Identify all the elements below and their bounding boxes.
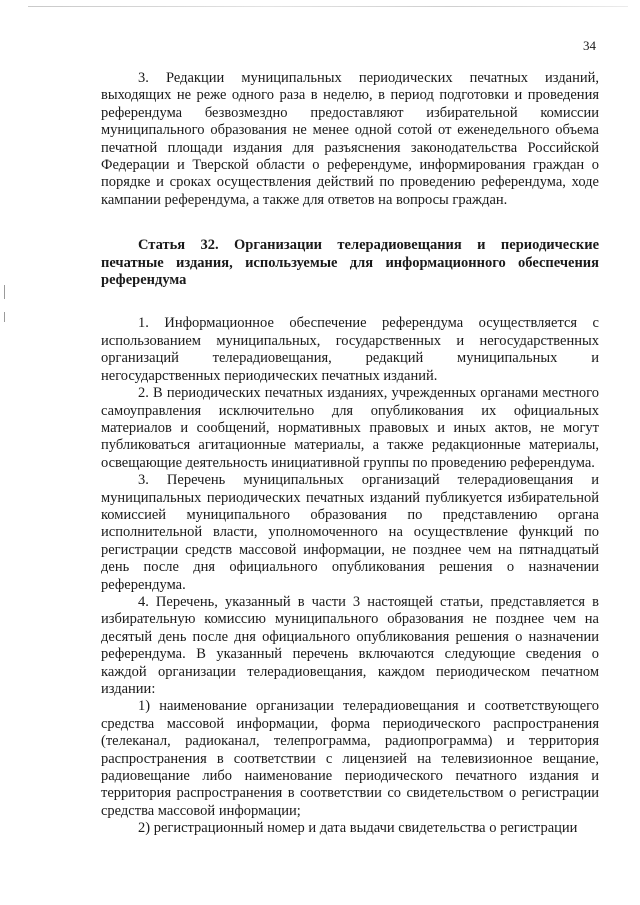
list-item-2: 2) регистрационный номер и дата выдачи свидетельства о регистрации — [138, 820, 578, 837]
paragraph-3: 3. Редакции муниципальных периодических печатных изданий, выходящих не реже одного раза в неделю, в период подготовки и проведения референдума безвозмездно предоставляют избирательной комиссии муниципального образования не менее одной сотой от еженедельного объема печатной площади издания для разъяснения законодательства Российской Федерации и Тверской области о референдуме, информирования граждан о порядке и сроках осуществления действий по проведению референдума, ходе кампании референдума, а также для ответов на вопросы граждан. — [101, 70, 599, 208]
scan-top-edge — [28, 6, 628, 7]
article-32-heading: Статья 32. Организации телерадиовещания и периодические печатные издания, используемые для информационного обеспечения референдума — [101, 237, 599, 289]
document-body — [101, 70, 599, 838]
article-32-paragraph-3: 3. Перечень муниципальных организаций телерадиовещания и муниципальных периодических печатных изданий публикуется избирательной комиссией муниципального образования по представлению органа исполнительной власти, уполномоченного на осуществление функций по регистрации средств массовой информации, не позднее чем на пятнадцатый день после дня официального опубликования решения о назначении референдума. — [101, 472, 599, 593]
article-32-paragraph-1: 1. Информационное обеспечение референдума осуществляется с использованием муниципальных, государственных и негосударственных организаций телерадиовещания, редакций муниципальных и негосударственных периодических печатных изданий. — [101, 315, 599, 384]
page-number: 34 — [583, 38, 596, 53]
list-item-1: 1) наименование организации телерадиовещания и соответствующего средства массовой информации, форма периодического распространения (телеканал, радиоканал, телепрограмма, радиопрограмма) и территория распространения в соответствии с лицензией на телевизионное вещание, радиовещание либо наименование периодического печатного издания и территория распространения в соответствии со свидетельством о регистрации средства массовой информации; — [101, 698, 599, 819]
article-32-paragraph-4: 4. Перечень, указанный в части 3 настоящей статьи, представляется в избирательную комиссию муниципального образования не позднее чем на десятый день после дня официального опубликования решения о назначении референдума. В указанный перечень включаются следующие сведения о каждой организации телерадиовещания, каждом периодическом печатном издании: — [101, 593, 599, 697]
article-32-paragraph-2: 2. В периодических печатных изданиях, учрежденных органами местного самоуправления исключительно для опубликования их официальных материалов и сообщений, нормативных правовых и иных актов, не могут публиковаться агитационные материалы, а также редакционные материалы, освещающие деятельность инициативной группы по проведению референдума. — [101, 385, 599, 471]
scan-margin-mark — [4, 285, 5, 299]
scan-margin-mark — [4, 312, 5, 322]
